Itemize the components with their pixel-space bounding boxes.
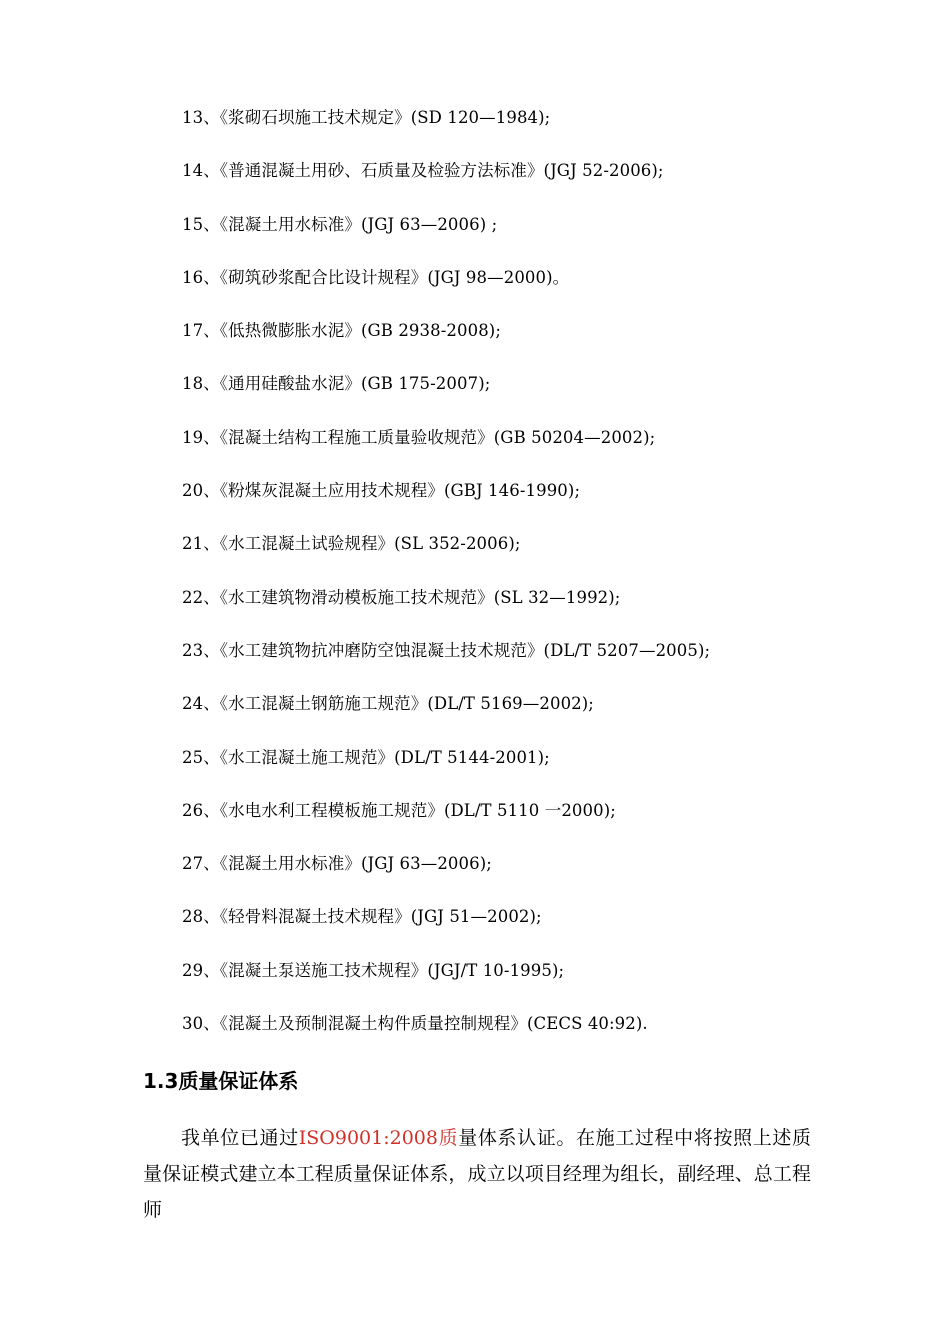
- reference-item-28: 28、《轻骨料混凝土技术规程》(JGJ 51—2002);: [182, 907, 542, 927]
- certification-highlight: ISO9001:2008质: [298, 1127, 459, 1149]
- reference-item-27: 27、《混凝土用水标准》(JGJ 63—2006);: [182, 854, 492, 874]
- reference-item-17: 17、《低热微膨胀水泥》(GB 2938-2008);: [182, 321, 501, 341]
- reference-item-21: 21、《水工混凝土试验规程》(SL 352-2006);: [182, 534, 521, 554]
- reference-item-23: 23、《水工建筑物抗冲磨防空蚀混凝土技术规范》(DL/T 5207—2005);: [182, 640, 711, 660]
- reference-item-16: 16、《砌筑砂浆配合比设计规程》(JGJ 98—2000)。: [182, 267, 570, 287]
- reference-item-14: 14、《普通混凝土用砂、石质量及检验方法标准》(JGJ 52-2006);: [182, 161, 664, 181]
- reference-item-20: 20、《粉煤灰混凝土应用技术规程》(GBJ 146-1990);: [182, 481, 581, 501]
- reference-item-29: 29、《混凝土泵送施工技术规程》(JGJ/T 10-1995);: [182, 960, 565, 980]
- body-paragraph: [143, 1120, 811, 1228]
- reference-item-13: 13、《浆砌石坝施工技术规定》(SD 120—1984);: [182, 108, 551, 127]
- reference-item-30: 30、《混凝土及预制混凝土构件质量控制规程》(CECS 40:92).: [182, 1014, 648, 1034]
- reference-item-22: 22、《水工建筑物滑动模板施工技术规范》(SL 32—1992);: [182, 587, 621, 607]
- reference-item-15: 15、《混凝土用水标准》(JGJ 63—2006) ;: [182, 214, 498, 234]
- reference-item-18: 18、《通用硅酸盐水泥》(GB 175-2007);: [182, 374, 491, 394]
- reference-item-25: 25、《水工混凝土施工规范》(DL/T 5144-2001);: [182, 747, 550, 767]
- section-title: 质量保证体系: [178, 1069, 299, 1093]
- reference-item-19: 19、《混凝土结构工程施工质量验收规范》(GB 50204—2002);: [182, 427, 656, 447]
- paragraph-text-after: 量体系认证。在施工过程中将按照上述质量保证模式建立本工程质量保证体系，成立以项目经理为组长，副经理、总工程师: [143, 1127, 811, 1221]
- reference-item-26: 26、《水电水利工程模板施工规范》(DL/T 5110 一2000);: [182, 800, 616, 820]
- reference-item-24: 24、《水工混凝土钢筋施工规范》(DL/T 5169—2002);: [182, 694, 594, 714]
- reference-list: [182, 104, 882, 1063]
- section-heading: [143, 1066, 298, 1096]
- section-number: 1.3: [143, 1069, 179, 1093]
- paragraph-text-before: 我单位已通过: [181, 1127, 299, 1149]
